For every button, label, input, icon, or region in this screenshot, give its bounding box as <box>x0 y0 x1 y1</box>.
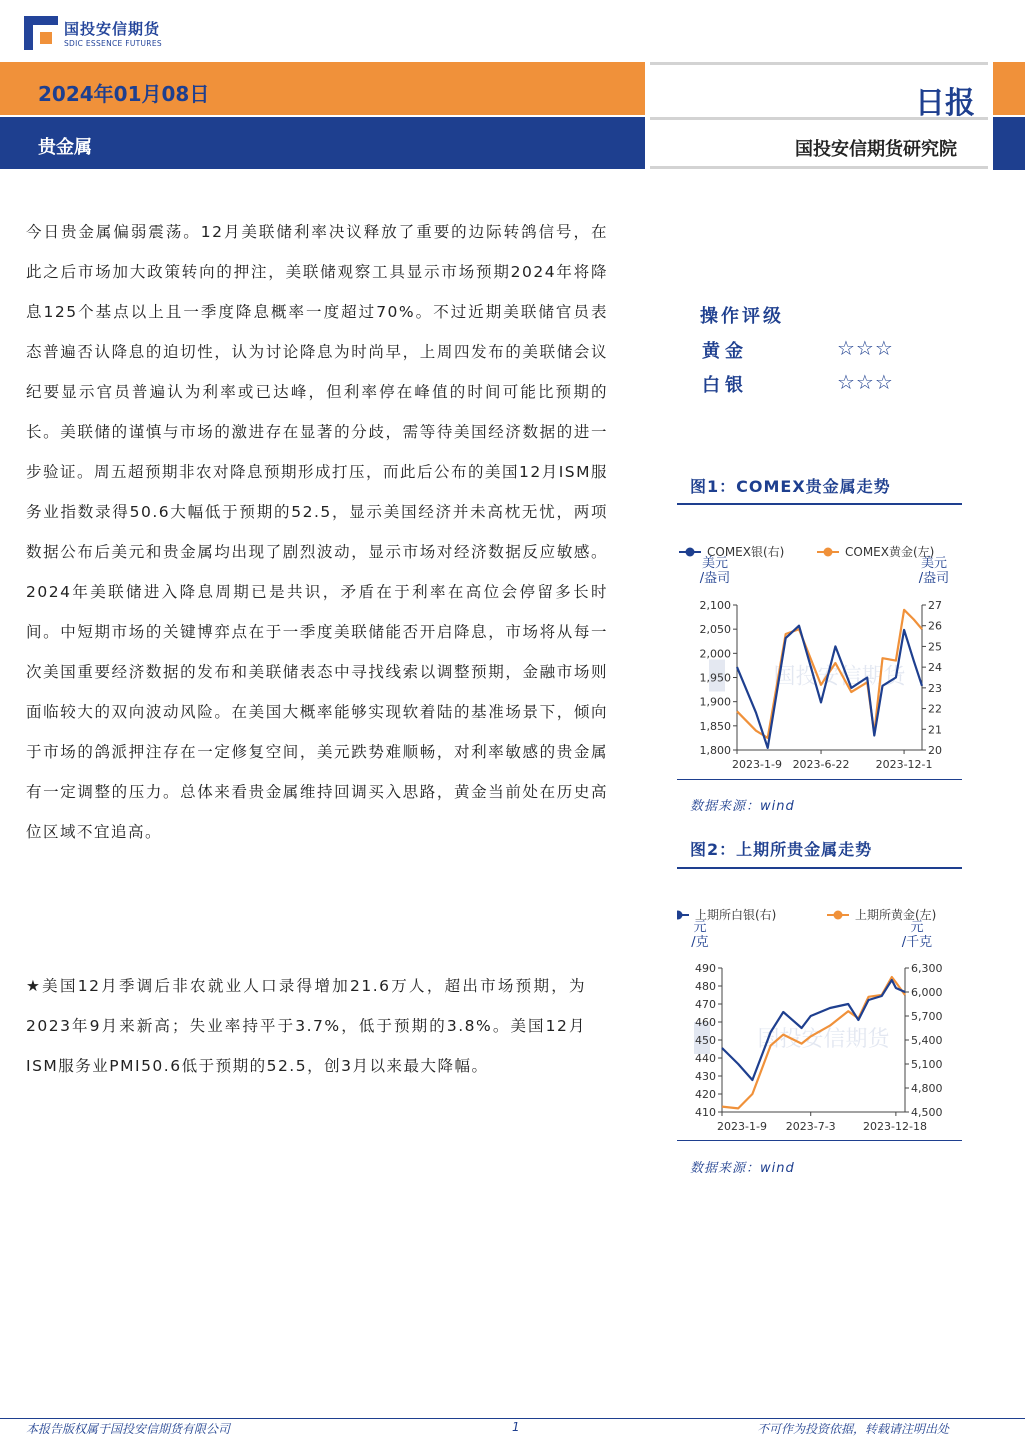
watermark-text: 国投安信期货 <box>773 664 906 690</box>
figure-2-bottom-rule <box>677 1140 962 1141</box>
y-tick-label-left: 460 <box>695 1016 716 1029</box>
y-tick-label-left: 410 <box>695 1106 716 1119</box>
x-tick-label: 2023-7-3 <box>785 1120 836 1133</box>
y-tick-label-right: 23 <box>928 681 942 695</box>
y-tick-label-left: 1,950 <box>699 671 731 685</box>
figure-2-rule <box>677 867 962 869</box>
legend-swatch-dot <box>824 548 833 557</box>
y-tick-label-right: 24 <box>928 661 942 675</box>
rating-stars-gold: ☆☆☆ <box>837 336 894 360</box>
x-tick-label: 2023-6-22 <box>792 758 850 771</box>
rating-stars-silver: ☆☆☆ <box>837 370 894 394</box>
company-logo-mark <box>24 16 58 50</box>
figure-2-title: 图2：上期所贵金属走势 <box>690 840 873 859</box>
comex-chart <box>677 530 967 780</box>
y-axis-left-unit: /克 <box>691 935 709 950</box>
legend-swatch-dot <box>834 911 843 920</box>
y-tick-label-left: 1,850 <box>699 719 731 733</box>
legend-label: COMEX银(右) <box>707 545 785 559</box>
y-axis-right-unit: /盎司 <box>918 571 950 586</box>
y-tick-label-left: 420 <box>695 1088 716 1101</box>
y-tick-label-right: 27 <box>928 599 942 612</box>
footer-disclaimer: 不可作为投资依据，转载请注明出处 <box>757 1422 950 1436</box>
institute-name: 国投安信期货研究院 <box>795 139 957 160</box>
y-tick-label-right: 5,400 <box>911 1034 943 1047</box>
y-axis-right-unit: 元 <box>910 920 924 935</box>
x-tick-label: 2023-12-18 <box>863 1120 927 1133</box>
y-tick-label-left: 450 <box>695 1034 716 1047</box>
figure-1-title: 图1：COMEX贵金属走势 <box>690 477 891 496</box>
y-tick-label-left: 430 <box>695 1070 716 1083</box>
header-category-bar <box>0 117 645 169</box>
y-tick-label-left: 480 <box>695 980 716 993</box>
y-tick-label-right: 6,300 <box>911 962 943 975</box>
figure-1-source: 数据来源：wind <box>690 799 795 814</box>
y-tick-label-right: 5,700 <box>911 1010 943 1023</box>
rating-item-silver: 白银 <box>702 375 748 396</box>
y-tick-label-right: 20 <box>928 744 942 757</box>
y-tick-label-right: 4,500 <box>911 1106 943 1119</box>
y-tick-label-right: 25 <box>928 640 942 654</box>
legend-label: COMEX黄金(左) <box>845 545 935 559</box>
y-axis-left-unit: 元 <box>693 920 707 935</box>
report-type: 日报 <box>915 86 975 121</box>
y-axis-right-unit: 美元 <box>920 556 948 571</box>
legend-label: 上期所黄金(左) <box>855 908 937 922</box>
y-tick-label-right: 21 <box>928 723 942 737</box>
y-tick-label-left: 2,000 <box>699 647 731 661</box>
x-tick-label: 2023-12-1 <box>875 758 933 771</box>
header-blue-tab <box>993 117 1025 170</box>
legend-swatch-dot <box>686 548 695 557</box>
y-tick-label-right: 26 <box>928 619 942 633</box>
y-tick-label-left: 2,100 <box>699 599 731 612</box>
y-tick-label-left: 470 <box>695 998 716 1011</box>
footer-copyright: 本报告版权属于国投安信期货有限公司 <box>26 1422 231 1436</box>
company-logo-name: 国投安信期货 <box>64 20 161 38</box>
y-tick-label-right: 22 <box>928 702 942 716</box>
header-divider <box>650 166 988 169</box>
y-axis-left-unit: /盎司 <box>699 571 731 586</box>
watermark-text: 国投安信期货 <box>757 1027 890 1052</box>
figure-2-source: 数据来源：wind <box>690 1161 795 1176</box>
figure-1-rule <box>677 503 962 505</box>
y-tick-label-left: 2,050 <box>699 623 731 637</box>
news-summary: ★美国12月季调后非农就业人口录得增加21.6万人，超出市场预期，为2023年9月来新高；失业率持平于3.7%，低于预期的3.8%。美国12月ISM服务业PMI50.6低于预期的52.5，创3月以来最大降幅。 <box>26 977 586 1075</box>
legend-label: 上期所白银(右) <box>695 908 777 922</box>
y-tick-label-right: 6,000 <box>911 986 943 999</box>
rating-title: 操作评级 <box>700 306 784 327</box>
figure-1-bottom-rule <box>677 779 962 780</box>
footer-rule <box>0 1418 1025 1419</box>
y-tick-label-right: 5,100 <box>911 1058 943 1071</box>
y-axis-left-unit: 美元 <box>701 556 729 571</box>
y-axis-right-unit: /千克 <box>901 935 933 950</box>
y-tick-label-left: 1,800 <box>699 744 731 757</box>
y-tick-label-left: 440 <box>695 1052 716 1065</box>
header-orange-tab <box>993 62 1025 115</box>
y-tick-label-left: 490 <box>695 962 716 975</box>
market-commentary: 今日贵金属偏弱震荡。12月美联储利率决议释放了重要的边际转鸽信号，在此之后市场加大政策转向的押注，美联储观察工具显示市场预期2024年将降息125个基点以上且一季度降息概率一度超过70%。不过近期美联储官员表态普遍否认降息的迫切性，认为讨论降息为时尚早，上周四发布的美联储会议纪要显示官员普遍认为利率或已达峰，但利率停在峰值的时间可能比预期的长。美联储的谨慎与市场的激进存在显著的分歧，需等待美国经济数据的进一步验证。周五超预期非农对降息预期形成打压，而此后公布的美国12月ISM服务业指数录得50.6大幅低于预期的52.5，显示美国经济并未高枕无忧，两项数据公布后美元和贵金属均出现了剧烈波动，显示市场对经济数据反应敏感。2024年美联储进入降息周期已是共识，矛盾在于利率在高位会停留多长时间。中短期市场的关键博弈点在于一季度美联储能否开启降息，市场将从每一次美国重要经济数据的发布和美联储表态中寻找线索以调整预期，金融市场则面临较大的双向波动风险。在美国大概率能够实现软着陆的基准场景下，倾向于市场的鸽派押注存在一定修复空间，美元跌势难顺畅，对利率敏感的贵金属有一定调整的压力。总体来看贵金属维持回调买入思路，黄金当前处在历史高位区域不宜追高。 <box>26 223 609 841</box>
legend-swatch-dot <box>677 911 683 920</box>
shfe-chart <box>677 895 967 1140</box>
report-category: 贵金属 <box>38 137 92 158</box>
company-logo-english: SDIC ESSENCE FUTURES <box>64 39 162 48</box>
footer-page-number: 1 <box>512 1420 520 1434</box>
header-divider <box>650 62 988 65</box>
y-tick-label-left: 1,900 <box>699 695 731 709</box>
x-tick-label: 2023-1-9 <box>717 1120 767 1133</box>
x-tick-label: 2023-1-9 <box>732 758 782 771</box>
y-tick-label-right: 4,800 <box>911 1082 943 1095</box>
watermark <box>709 660 907 692</box>
rating-item-gold: 黄金 <box>702 341 748 362</box>
report-date: 2024年01月08日 <box>38 82 210 106</box>
